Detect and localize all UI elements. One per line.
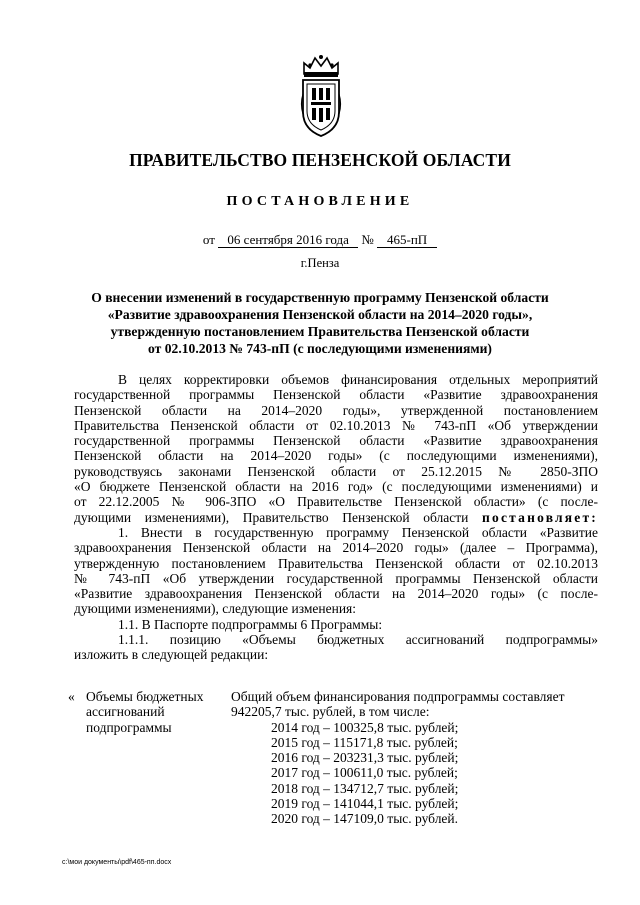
date-number-line: [0, 232, 640, 248]
body-line: 1. Внести в государственную программу Пензенской области «Развитие: [118, 524, 598, 540]
heading-line: О внесении изменений в государственную программу Пензенской области: [91, 290, 549, 305]
body-line: от 22.12.2005 № 906-ЗПО «О Правительстве Пензенской области» (с после-: [74, 494, 598, 510]
heading-line: «Развитие здравоохранения Пензенской области на 2014–2020 годы»,: [107, 307, 533, 322]
body-line: «Развитие здравоохранения Пензенской области на 2014–2020 годы» (с после-: [74, 586, 598, 602]
document-number: 465-пП: [377, 233, 437, 248]
body-line-text: дующими изменениями), Правительство Пензенской области: [74, 509, 469, 525]
file-path-footer: c:\мои документы\pdf\465-пп.docx: [62, 859, 172, 866]
table-label-cell: [86, 689, 231, 735]
number-sign: №: [361, 232, 374, 247]
body-line: [74, 510, 598, 525]
year-row: 2017 год – 100611,0 тыс. рублей;: [271, 765, 458, 781]
body-line: В целях корректировки объемов финансирования отдельных мероприятий: [118, 372, 598, 387]
document-date: 06 сентября 2016 года: [218, 233, 358, 248]
body-line: руководствуясь законами Пензенской области от 25.12.2015 № 2850-ЗПО: [74, 463, 598, 479]
label-line: подпрограммы: [86, 719, 172, 735]
resolution-body: [74, 372, 598, 663]
resolution-heading: [60, 289, 580, 357]
total-line: 942205,7 тыс. рублей, в том числе:: [231, 704, 430, 720]
body-line: дующими изменениями), следующие изменения:: [74, 601, 357, 617]
year-row: 2016 год – 203231,3 тыс. рублей;: [271, 750, 459, 766]
label-line: Объемы бюджетных: [86, 689, 204, 704]
body-line: Пензенской области на 2014–2020 годы», утвержденной постановлением: [74, 402, 598, 418]
year-list: [231, 720, 601, 827]
year-row: 2020 год – 147109,0 тыс. рублей.: [271, 811, 459, 827]
body-line: № 743-пП «Об утверждении государственной программы Пензенской области: [74, 570, 598, 586]
city: г.Пенза: [300, 256, 340, 270]
decree-word: постановляет:: [482, 509, 598, 525]
heading-line: от 02.10.2013 № 743-пП (с последующими изменениями): [148, 341, 492, 356]
year-row: 2015 год – 115171,8 тыс. рублей;: [271, 734, 458, 750]
heading-line: утвержденную постановлением Правительства Пензенской области: [110, 324, 530, 339]
body-line: Пензенской области на 2014–2020 годы» (с последующими изменениями),: [74, 448, 598, 464]
penza-region-coat-of-arms-icon: [300, 54, 342, 138]
body-line: 1.1.1. позицию «Объемы бюджетных ассигнований подпрограммы»: [118, 632, 598, 648]
total-line: Общий объем финансирования подпрограммы составляет: [231, 689, 565, 704]
body-line: 1.1. В Паспорте подпрограммы 6 Программы:: [118, 616, 383, 632]
body-line: утвержденную постановлением Правительства Пензенской области от 02.10.2013: [74, 555, 598, 571]
year-row: 2019 год – 141044,1 тыс. рублей;: [271, 796, 459, 812]
document-type: ПОСТАНОВЛЕНИЕ: [226, 194, 414, 209]
body-line: государственной программы Пензенской области «Развитие здравоохранения: [74, 433, 598, 449]
table-value-cell: [231, 689, 601, 827]
date-prefix: от: [202, 232, 215, 247]
body-line: изложить в следующей редакции:: [74, 647, 269, 663]
body-line: «О бюджете Пензенской области на 2016 год» (с последующими изменениями) и: [74, 479, 598, 495]
year-row: 2014 год – 100325,8 тыс. рублей;: [271, 719, 459, 735]
body-line: здравоохранения Пензенской области на 2014–2020 годы» (далее – Программа),: [74, 540, 598, 556]
label-line: ассигнований: [86, 704, 165, 720]
body-line: Правительства Пензенской области от 02.10.2013 № 743-пП «Об утверждении: [74, 417, 598, 433]
year-row: 2018 год – 134712,7 тыс. рублей;: [271, 780, 459, 796]
body-line: государственной программы Пензенской области «Развитие здравоохранения: [74, 387, 598, 403]
open-quote: «: [68, 689, 75, 704]
government-title: ПРАВИТЕЛЬСТВО ПЕНЗЕНСКОЙ ОБЛАСТИ: [129, 150, 511, 170]
